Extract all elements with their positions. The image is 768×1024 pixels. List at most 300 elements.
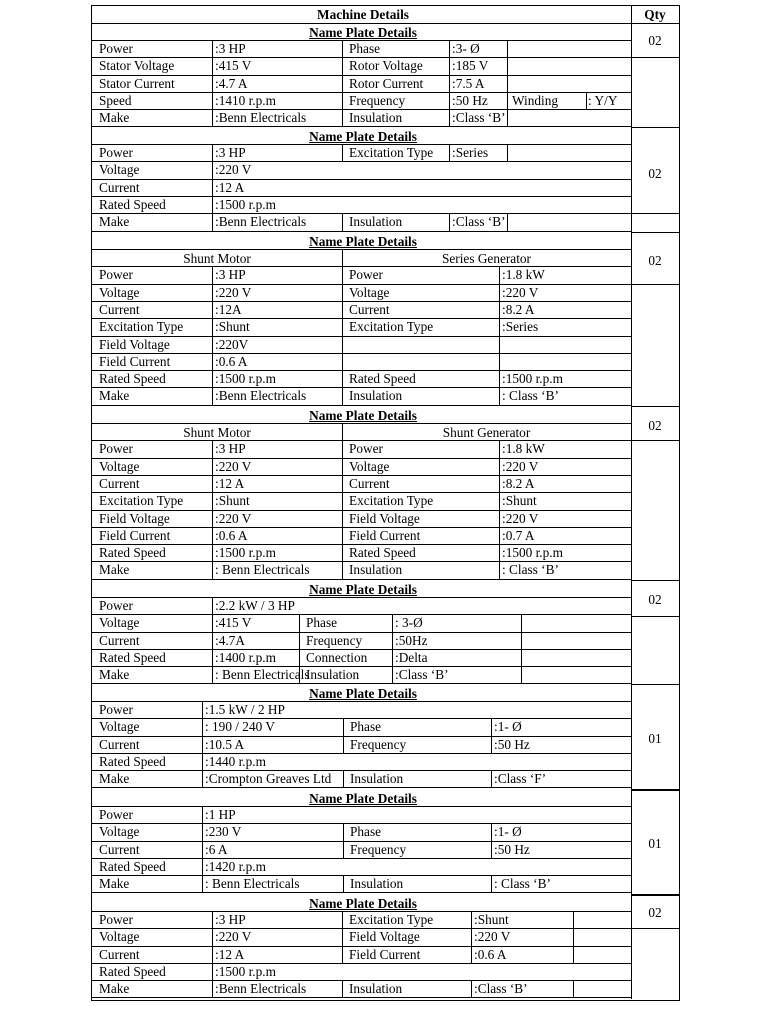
grid-line [507,144,508,161]
grid-line [507,213,508,231]
field-label: Field Current [349,528,421,543]
grid-line [92,196,631,197]
grid-line [449,75,450,92]
grid-line [342,510,343,527]
block-title: Name Plate Details [309,234,417,249]
grid-line [92,579,631,580]
grid-line [631,5,632,23]
field-label: Field Current [99,354,171,369]
block-title: Name Plate Details [309,408,417,423]
field-label: Voltage [349,459,390,474]
grid-line [202,875,203,892]
field-value: :220V [215,337,249,352]
grid-line [499,387,500,405]
grid-line [202,770,203,787]
grid-line [631,616,680,617]
qty-value: 02 [648,33,662,48]
grid-line [92,5,680,6]
field-value: :8.2 A [502,302,535,317]
grid-line [212,614,213,632]
grid-line [342,561,343,579]
field-value: :Class ‘B’ [452,110,506,125]
field-label: Voltage [99,459,140,474]
grid-line [212,196,213,213]
grid-line [92,753,631,754]
grid-line [507,109,508,126]
field-label: Insulation [306,667,360,682]
field-value: :8.2 A [502,476,535,491]
field-label: Power [99,598,133,613]
grid-line [212,75,213,92]
grid-line [471,946,472,963]
field-value: :1420 r.p.m [205,859,266,874]
field-value: :Crompton Greaves Ltd [205,771,332,786]
field-label: Make [99,110,130,125]
field-label: Field Current [99,528,171,543]
qty-value: 01 [648,731,662,746]
grid-line [449,109,450,126]
grid-line [499,492,500,510]
grid-line [631,406,632,580]
grid-line [342,423,343,440]
field-label: Insulation [349,562,403,577]
field-label: Rated Speed [99,859,166,874]
grid-line [92,336,631,337]
grid-line [92,683,631,684]
grid-line [212,475,213,492]
grid-line [586,92,587,109]
grid-line [499,527,500,544]
field-label: Voltage [99,285,140,300]
grid-line [92,614,631,615]
field-value: :3 HP [215,267,246,282]
grid-line [631,789,632,894]
grid-line [499,353,500,370]
grid-line [507,75,508,92]
grid-line [202,858,203,875]
grid-line [299,614,300,632]
field-label: Make [99,388,130,403]
grid-line [342,109,343,126]
grid-line [631,684,632,789]
field-label: Field Current [349,947,421,962]
grid-line [471,911,472,928]
grid-line [212,40,213,57]
grid-line [573,928,574,946]
field-label: Make [99,214,130,229]
field-label: Field Voltage [349,929,420,944]
grid-line [212,632,213,649]
grid-line [212,109,213,126]
grid-line [212,527,213,544]
field-label: Power [99,912,133,927]
grid-line [202,806,203,823]
field-value: :1- Ø [494,824,522,839]
field-value: :4.7A [215,633,245,648]
grid-line [631,790,680,791]
field-value: :415 V [215,615,252,630]
field-label: Speed [99,93,132,108]
grid-line [491,841,492,858]
grid-line [499,544,500,561]
grid-line [343,875,344,892]
grid-line [92,179,631,180]
grid-line [342,144,343,161]
field-value: :12A [215,302,242,317]
field-value: :0.6 A [215,354,248,369]
grid-line [92,231,631,232]
grid-line [631,894,680,895]
grid-line [491,770,492,787]
grid-line [342,318,343,336]
field-label: Current [99,842,140,857]
field-value: :1400 r.p.m [215,650,276,665]
grid-line [212,946,213,963]
grid-line [92,997,631,998]
field-label: Rated Speed [99,754,166,769]
grid-line [212,440,213,458]
grid-line [92,249,631,250]
field-label: Voltage [99,824,140,839]
grid-line [631,127,680,128]
grid-line [631,284,680,285]
grid-line [342,458,343,475]
field-value: : Benn Electricals [215,667,310,682]
field-value: : Y/Y [588,93,618,108]
grid-line [507,40,508,57]
field-value: :3 HP [215,441,246,456]
header-qty: Qty [644,7,666,22]
field-value: : 190 / 240 V [205,719,275,734]
grid-line [202,718,203,736]
grid-line [92,126,631,127]
grid-line [92,161,631,162]
field-value: : Benn Electricals [205,876,300,891]
grid-line [202,736,203,753]
field-label: Rated Speed [349,545,416,560]
field-value: : Benn Electricals [215,562,310,577]
field-value: :3 HP [215,145,246,160]
field-value: :3- Ø [452,41,480,56]
grid-line [212,179,213,196]
grid-line [342,387,343,405]
field-value: :12 A [215,947,245,962]
field-value: :10.5 A [205,737,245,752]
field-label: Winding [512,93,559,108]
field-label: Excitation Type [349,493,434,508]
grid-line [342,544,343,561]
field-value: :1500 r.p.m [502,371,563,386]
grid-line [631,895,680,896]
field-value: :Series [452,145,489,160]
field-value: :Shunt [215,319,250,334]
field-value: :220 V [502,511,539,526]
grid-line [92,963,631,964]
field-label: Excitation Type [99,493,184,508]
field-value: :Shunt [215,493,250,508]
field-value: :0.6 A [215,528,248,543]
field-label: Field Voltage [99,511,170,526]
grid-line [631,580,680,581]
field-value: :1.8 kW [502,267,545,282]
field-label: Rated Speed [99,964,166,979]
grid-line [92,597,631,598]
grid-line [342,249,343,266]
field-value: :1500 r.p.m [502,545,563,560]
field-label: Voltage [99,929,140,944]
field-value: :4.7 A [215,76,248,91]
grid-line [631,440,680,441]
grid-line [212,597,213,614]
grid-line [212,266,213,284]
grid-line [631,684,680,685]
field-label: Field Voltage [99,337,170,352]
field-label: Rated Speed [99,371,166,386]
block-title: Name Plate Details [309,791,417,806]
field-label: Current [349,302,390,317]
field-label: Insulation [349,110,403,125]
field-value: :220 V [215,459,252,474]
grid-line [521,649,522,666]
field-label: Excitation Type [349,319,434,334]
field-value: :6 A [205,842,228,857]
section-heading: Shunt Motor [183,425,251,440]
field-label: Current [99,180,140,195]
block-title: Name Plate Details [309,896,417,911]
grid-line [392,614,393,632]
grid-line [343,736,344,753]
qty-value: 02 [648,592,662,607]
field-label: Make [99,876,130,891]
field-value: :3 HP [215,41,246,56]
field-value: :1500 r.p.m [215,371,276,386]
field-label: Power [99,145,133,160]
grid-line [573,980,574,997]
grid-line [212,301,213,318]
qty-value: 02 [648,166,662,181]
grid-line [212,666,213,683]
field-value: :1 HP [205,807,236,822]
field-value: :Benn Electricals [215,214,307,229]
grid-line [573,911,574,928]
grid-line [343,718,344,736]
grid-line [631,406,680,407]
field-value: :Shunt [474,912,509,927]
grid-line [491,875,492,892]
grid-line [471,980,472,997]
grid-line [92,892,631,893]
qty-value: 01 [648,836,662,851]
qty-value: 02 [648,905,662,920]
field-label: Make [99,667,130,682]
grid-line [212,980,213,997]
grid-line [342,527,343,544]
grid-line [521,632,522,649]
field-value: :Delta [395,650,428,665]
grid-line [342,928,343,946]
section-heading: Series Generator [442,251,531,266]
field-label: Frequency [349,93,406,108]
field-value: :1500 r.p.m [215,964,276,979]
field-value: :220 V [502,285,539,300]
field-value: :1500 r.p.m [215,545,276,560]
grid-line [573,946,574,963]
field-value: :Benn Electricals [215,388,307,403]
grid-line [631,789,680,790]
field-value: :Shunt [502,493,537,508]
grid-line [342,946,343,963]
field-label: Stator Current [99,76,175,91]
grid-line [491,823,492,841]
grid-line [471,928,472,946]
grid-line [202,841,203,858]
grid-line [499,301,500,318]
grid-line [499,370,500,387]
field-label: Stator Voltage [99,58,175,73]
grid-line [212,213,213,231]
grid-line [343,770,344,787]
field-value: :220 V [474,929,511,944]
grid-line [212,492,213,510]
field-value: :220 V [215,511,252,526]
field-label: Phase [350,824,382,839]
grid-line [631,928,680,929]
grid-line [449,144,450,161]
grid-line [343,823,344,841]
grid-line [342,284,343,301]
field-label: Rated Speed [349,371,416,386]
grid-line [212,458,213,475]
field-label: Frequency [350,737,407,752]
field-label: Insulation [349,388,403,403]
grid-line [507,92,508,109]
grid-line [202,753,203,770]
field-value: :230 V [205,824,242,839]
grid-line [631,127,632,232]
field-value: :50 Hz [494,737,530,752]
grid-line [202,701,203,718]
grid-line [631,232,632,406]
field-value: : Class ‘B’ [494,876,551,891]
field-value: :50Hz [395,633,428,648]
grid-line [212,92,213,109]
grid-line [631,57,680,58]
grid-line [342,980,343,997]
grid-line [212,57,213,75]
field-value: :220 V [215,929,252,944]
field-value: :Series [502,319,539,334]
grid-line [342,213,343,231]
grid-line [212,544,213,561]
grid-line [631,232,680,233]
field-label: Make [99,562,130,577]
field-label: Voltage [99,719,140,734]
field-label: Voltage [99,162,140,177]
field-label: Rated Speed [99,197,166,212]
field-value: :220 V [215,285,252,300]
grid-line [499,475,500,492]
grid-line [499,510,500,527]
field-value: :Class ‘B’ [395,667,449,682]
field-label: Rated Speed [99,545,166,560]
grid-line [491,736,492,753]
grid-line [92,23,680,24]
grid-line [631,894,632,999]
grid-line [507,57,508,75]
field-value: :0.6 A [474,947,507,962]
field-value: :12 A [215,476,245,491]
block-title: Name Plate Details [309,25,417,40]
field-value: :50 Hz [452,93,488,108]
field-value: :Benn Electricals [215,981,307,996]
field-label: Power [99,267,133,282]
field-value: :12 A [215,180,245,195]
field-label: Phase [349,41,381,56]
field-label: Excitation Type [349,145,434,160]
grid-line [342,57,343,75]
field-label: Voltage [349,285,390,300]
grid-line [212,370,213,387]
field-label: Current [99,302,140,317]
grid-line [342,75,343,92]
grid-line [499,284,500,301]
grid-line [212,353,213,370]
field-label: Power [99,702,133,717]
field-label: Make [99,771,130,786]
field-label: Insulation [349,214,403,229]
grid-line [342,475,343,492]
field-label: Excitation Type [349,912,434,927]
field-value: :1.5 kW / 2 HP [205,702,285,717]
block-title: Name Plate Details [309,129,417,144]
field-label: Power [349,441,383,456]
grid-line [212,963,213,980]
field-value: : Class ‘B’ [502,388,559,403]
grid-line [212,561,213,579]
grid-line [212,284,213,301]
grid-line [392,666,393,683]
grid-line [392,649,393,666]
grid-line [212,649,213,666]
grid-line [92,787,631,788]
qty-value: 02 [648,418,662,433]
field-value: :1410 r.p.m [215,93,276,108]
grid-line [212,336,213,353]
grid-line [92,666,631,667]
field-value: :1- Ø [494,719,522,734]
section-heading: Shunt Motor [183,251,251,266]
grid-line [491,718,492,736]
grid-line [342,911,343,928]
grid-line [202,823,203,841]
field-value: :3 HP [215,912,246,927]
field-label: Current [99,947,140,962]
grid-line [631,23,680,24]
qty-value: 02 [648,253,662,268]
field-label: Phase [350,719,382,734]
grid-line [449,92,450,109]
field-label: Insulation [350,771,404,786]
field-label: Rotor Voltage [349,58,423,73]
grid-line [342,40,343,57]
field-label: Power [349,267,383,282]
grid-line [521,666,522,683]
field-value: :Class ‘B’ [452,214,506,229]
block-title: Name Plate Details [309,686,417,701]
grid-line [449,213,450,231]
grid-line [392,632,393,649]
field-label: Current [99,476,140,491]
